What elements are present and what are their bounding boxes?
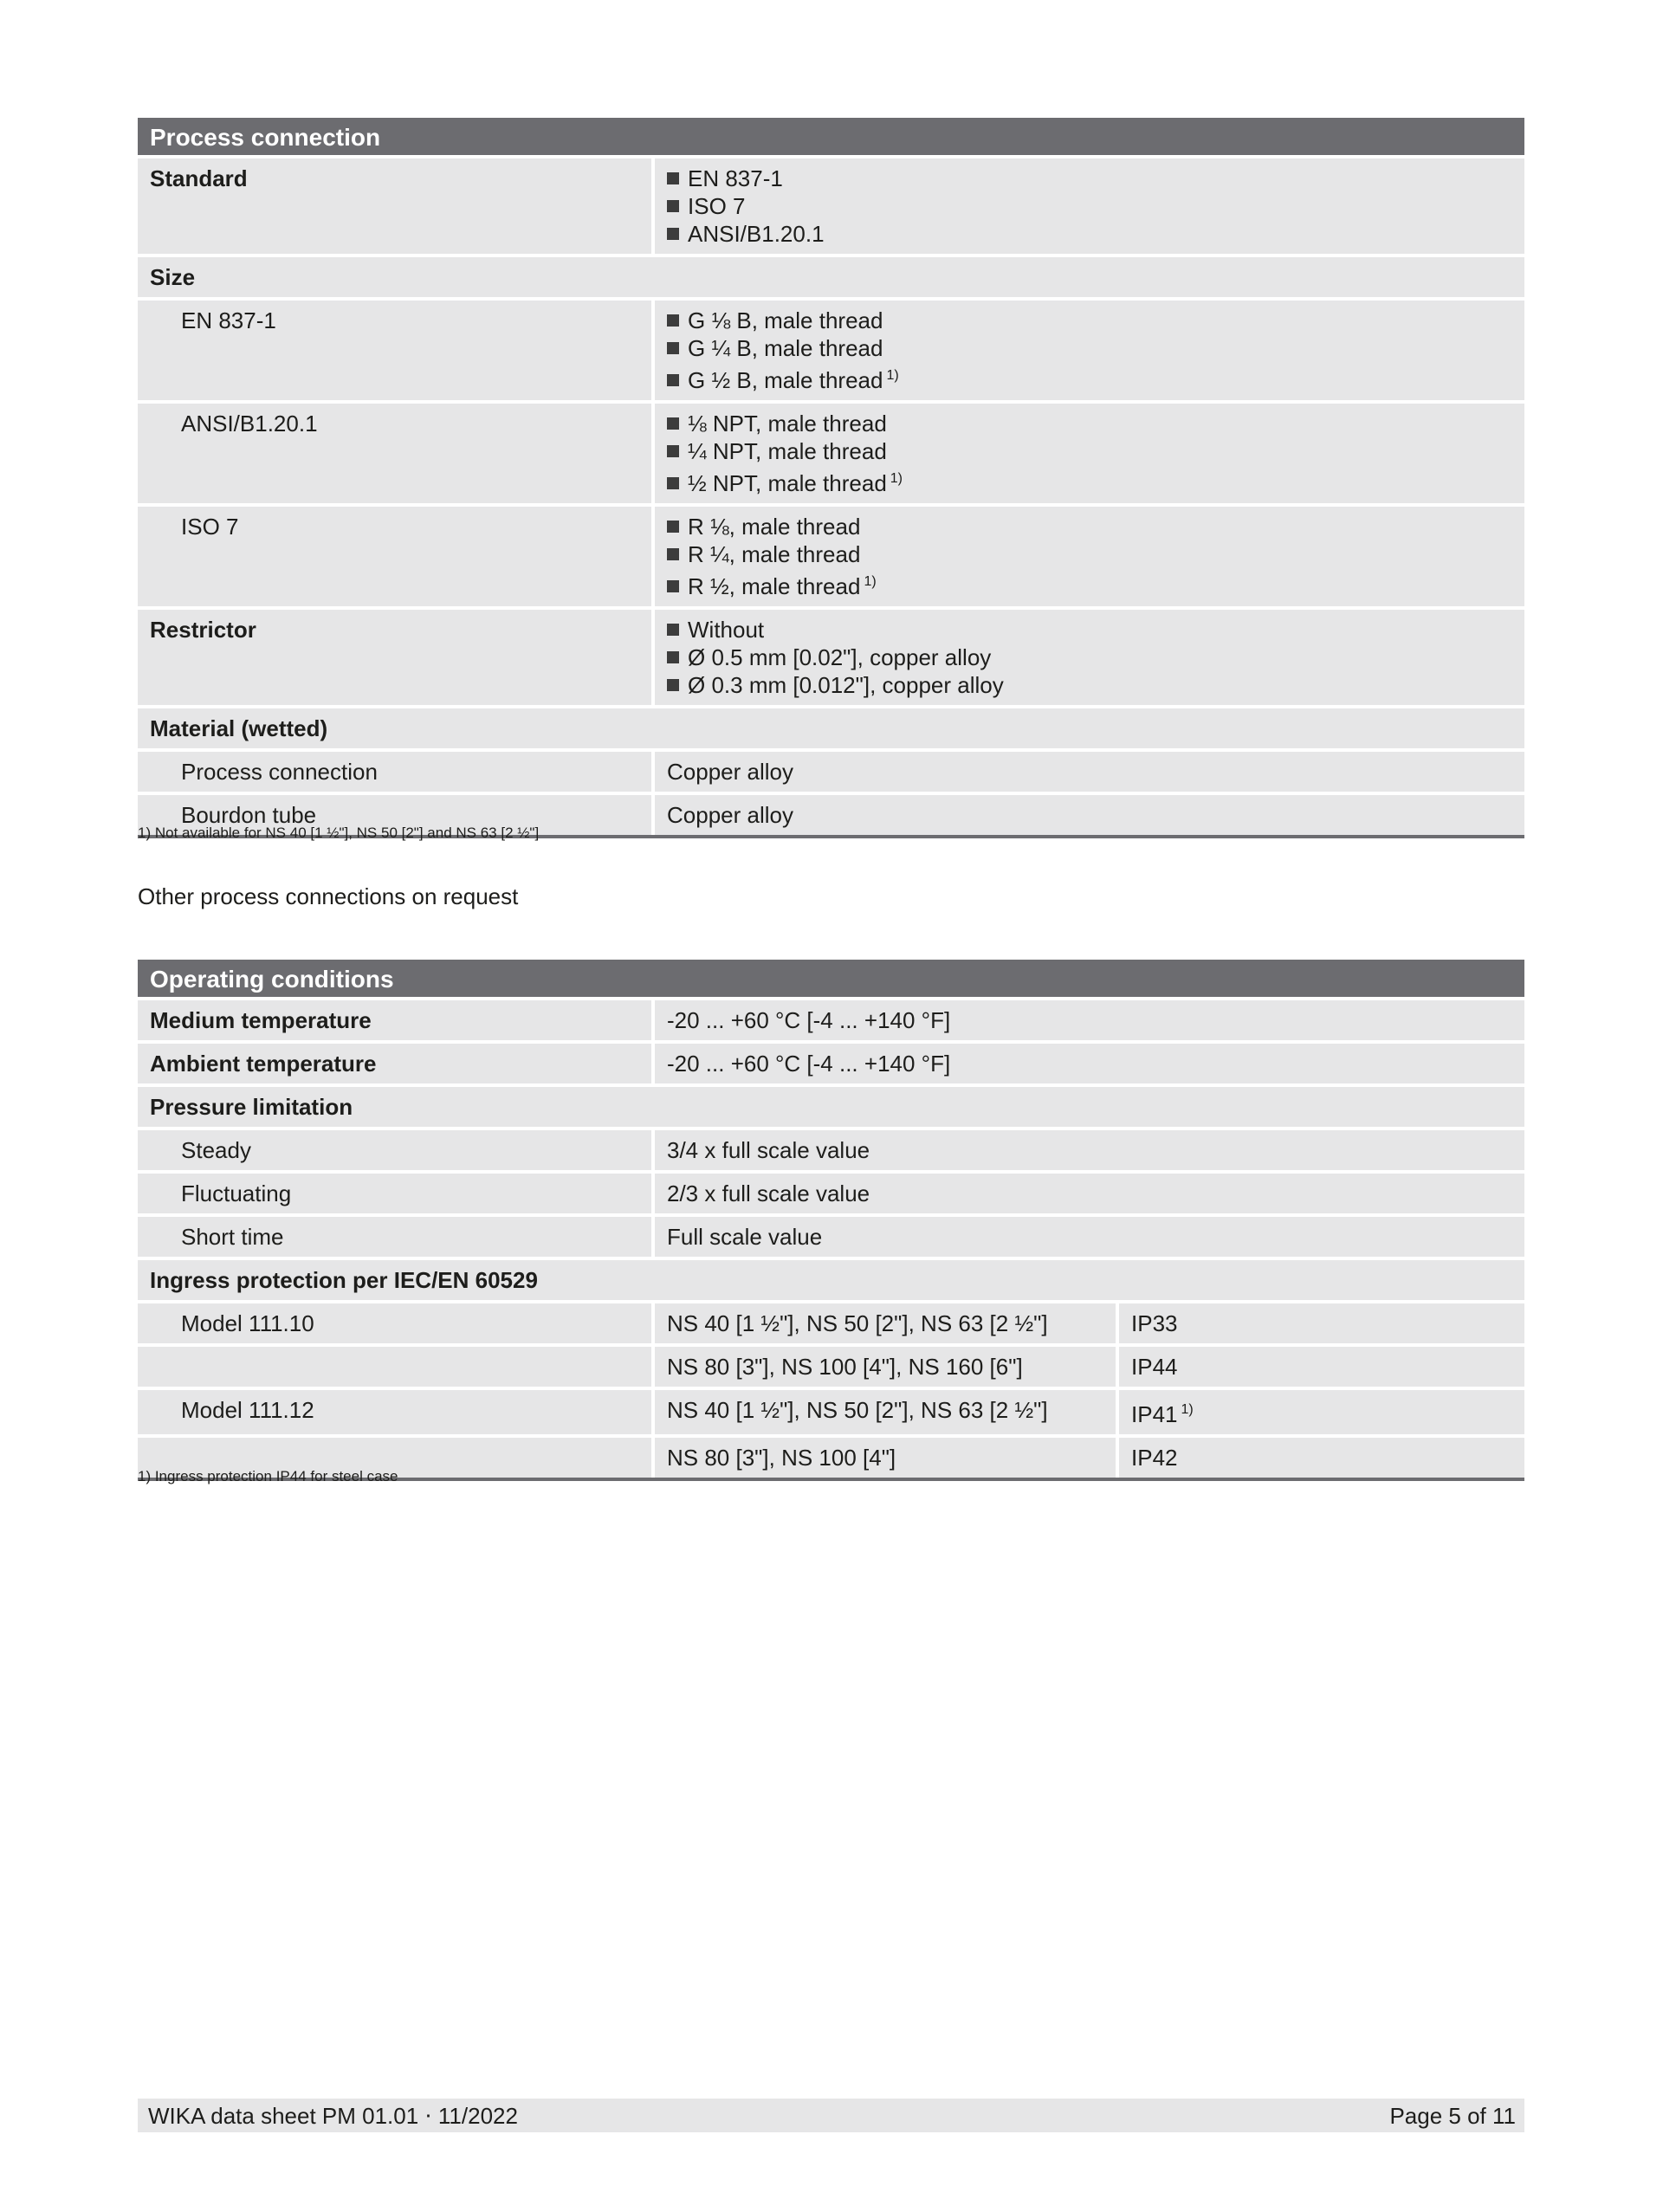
footnote-marker: 1) [886, 368, 899, 383]
table-row [138, 158, 1524, 254]
table-row [138, 507, 1524, 606]
table-row [138, 301, 1524, 400]
list-item: R ¼, male thread [667, 540, 1512, 568]
list-item: G ½ B, male thread $^{1)}$ [667, 362, 1512, 394]
row-label: Short time [138, 1217, 651, 1257]
footnote-marker: 1) [1181, 1402, 1194, 1417]
row-value: NS 80 [3"], NS 100 [4"], NS 160 [6"] [655, 1347, 1116, 1387]
row-label: Ingress protection per IEC/EN 60529 [138, 1260, 1524, 1300]
table-row [138, 257, 1524, 297]
row-label: Size [138, 257, 1524, 297]
row-label: Medium temperature [138, 1000, 651, 1040]
section-title: Operating conditions [138, 960, 1524, 997]
bullet-square-icon [667, 314, 679, 327]
table-row [138, 1174, 1524, 1213]
ip-value: IP42 [1119, 1438, 1524, 1478]
row-value: Full scale value [655, 1217, 1524, 1257]
list-item: R ½, male thread $^{1)}$ [667, 568, 1512, 600]
list-item: R ⅛, male thread [667, 513, 1512, 540]
table-row [138, 1000, 1524, 1040]
table-row [138, 404, 1524, 503]
row-value: NS 80 [3"], NS 100 [4"] [655, 1438, 1116, 1478]
page-footer [138, 2099, 1524, 2132]
table-row [138, 1087, 1524, 1127]
bullet-square-icon [667, 374, 679, 386]
footnote: 1) Ingress protection IP44 for steel case [138, 1468, 398, 1484]
row-label: ISO 7 [138, 507, 651, 606]
row-value-list [655, 158, 1524, 254]
row-value: -20 ... +60 °C [-4 ... +140 °F] [655, 1000, 1524, 1040]
process-connection-table [138, 118, 1524, 838]
row-value: Copper alloy [655, 795, 1524, 835]
list-item: ⅛ NPT, male thread [667, 410, 1512, 437]
row-label: Model 111.12 [138, 1390, 651, 1434]
bullet-square-icon [667, 342, 679, 354]
bullet-square-icon [667, 417, 679, 430]
row-label: Steady [138, 1130, 651, 1170]
bullet-square-icon [667, 445, 679, 457]
row-value-list [655, 404, 1524, 503]
row-label: Process connection [138, 752, 651, 792]
row-value-list [655, 507, 1524, 606]
row-value: NS 40 [1 ½"], NS 50 [2"], NS 63 [2 ½"] [655, 1390, 1116, 1434]
list-item: G ⅛ B, male thread [667, 307, 1512, 334]
note-text: Other process connections on request [138, 883, 519, 909]
bullet-square-icon [667, 624, 679, 636]
bullet-square-icon [667, 200, 679, 212]
row-value: Copper alloy [655, 752, 1524, 792]
footnote: 1) Not available for NS 40 [1 ½"], NS 50 [2"] and NS 63 [2 ½"] [138, 825, 540, 841]
row-label: Restrictor [138, 610, 651, 705]
bullet-square-icon [667, 548, 679, 560]
row-value-list [655, 301, 1524, 400]
row-value: NS 40 [1 ½"], NS 50 [2"], NS 63 [2 ½"] [655, 1303, 1116, 1343]
list-item: ¼ NPT, male thread [667, 437, 1512, 465]
row-label: Model 111.10 [138, 1303, 651, 1343]
row-label: Standard [138, 158, 651, 254]
list-item: EN 837-1 [667, 165, 1512, 192]
table-row [138, 1217, 1524, 1257]
bullet-square-icon [667, 172, 679, 184]
page-number: Page 5 of 11 [1389, 2103, 1516, 2129]
footnote-marker: 1) [864, 574, 877, 589]
list-item: Ø 0.5 mm [0.02"], copper alloy [667, 644, 1512, 671]
ip-value: IP41 $^{1)}$ [1119, 1390, 1524, 1434]
row-label: Ambient temperature [138, 1044, 651, 1083]
list-item: ANSI/B1.20.1 [667, 220, 1512, 248]
row-label: ANSI/B1.20.1 [138, 404, 651, 503]
ip-value: IP44 [1119, 1347, 1524, 1387]
ip-value: IP33 [1119, 1303, 1524, 1343]
table-row [138, 1347, 1524, 1387]
table-row [138, 1390, 1524, 1434]
table-row [138, 708, 1524, 748]
list-item: Ø 0.3 mm [0.012"], copper alloy [667, 671, 1512, 699]
row-label: Material (wetted) [138, 708, 1524, 748]
row-label: Pressure limitation [138, 1087, 1524, 1127]
row-value-list [655, 610, 1524, 705]
list-item: G ¼ B, male thread [667, 334, 1512, 362]
row-value: 3/4 x full scale value [655, 1130, 1524, 1170]
footer-doc-id: WIKA data sheet PM 01.01 ⋅ 11/2022 [148, 2103, 518, 2129]
bullet-square-icon [667, 679, 679, 691]
bullet-square-icon [667, 477, 679, 489]
section-title: Process connection [138, 118, 1524, 155]
bullet-square-icon [667, 651, 679, 663]
bullet-square-icon [667, 521, 679, 533]
table-row [138, 1130, 1524, 1170]
table-row [138, 1303, 1524, 1343]
row-label-empty [138, 1347, 651, 1387]
row-value: -20 ... +60 °C [-4 ... +140 °F] [655, 1044, 1524, 1083]
operating-conditions-table [138, 960, 1524, 1481]
table-row [138, 1044, 1524, 1083]
row-label: Bourdon tube [138, 795, 651, 835]
row-label: EN 837-1 [138, 301, 651, 400]
bullet-square-icon [667, 228, 679, 240]
table-row [138, 1260, 1524, 1300]
table-row [138, 610, 1524, 705]
list-item: ISO 7 [667, 192, 1512, 220]
footnote-marker: 1) [890, 471, 903, 486]
row-label: Fluctuating [138, 1174, 651, 1213]
table-row [138, 752, 1524, 792]
bullet-square-icon [667, 580, 679, 592]
row-value: 2/3 x full scale value [655, 1174, 1524, 1213]
list-item: Without [667, 616, 1512, 644]
list-item: ½ NPT, male thread $^{1)}$ [667, 465, 1512, 497]
